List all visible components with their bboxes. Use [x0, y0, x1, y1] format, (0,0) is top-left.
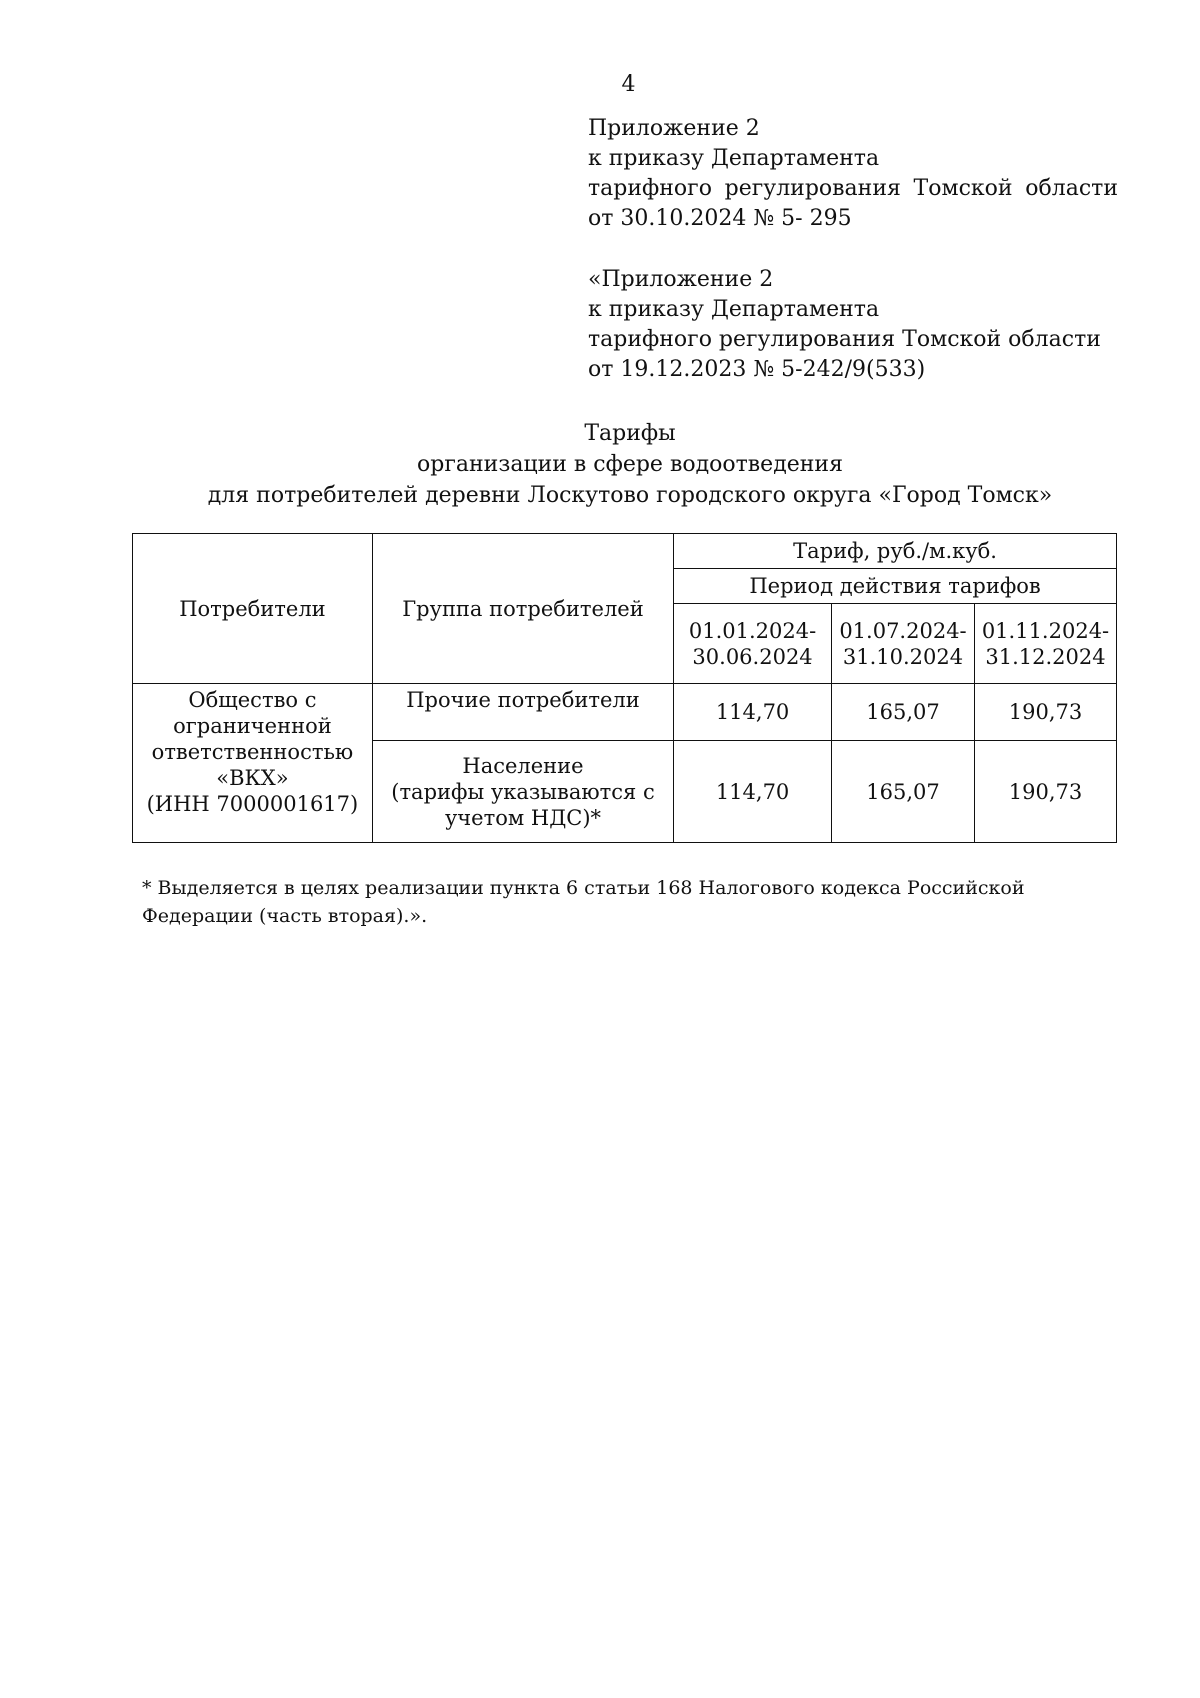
tariff-value: 190,73 — [974, 684, 1116, 741]
org-line: «ВКХ» — [216, 766, 289, 790]
tariff-table — [132, 533, 1117, 843]
appendix-line: к приказу Департамента — [588, 146, 880, 171]
period-start: 01.07.2024- — [839, 618, 967, 643]
consumer-group-cell: Прочие потребители — [372, 684, 673, 741]
org-line: ответственностью — [151, 740, 354, 764]
tariff-value: 165,07 — [832, 684, 975, 741]
organization-cell — [133, 684, 373, 843]
title-line: организации в сфере водоотведения — [417, 452, 843, 477]
period-start: 01.01.2024- — [688, 618, 817, 643]
period-end: 31.10.2024 — [842, 644, 964, 669]
appendix-line: к приказу Департамента — [588, 297, 880, 322]
appendix-header-current — [588, 114, 1118, 234]
appendix-line: тарифного регулирования Томской области — [588, 327, 1101, 352]
group-line: Население — [462, 753, 584, 778]
header-tariff: Тариф, руб./м.куб. — [674, 534, 1117, 569]
consumer-group-cell — [372, 741, 673, 843]
period-start: 01.11.2024- — [981, 618, 1110, 643]
tariff-value: 114,70 — [674, 741, 832, 843]
period-end: 30.06.2024 — [692, 644, 813, 669]
org-line: (ИНН 7000001617) — [146, 792, 359, 816]
header-period-3 — [974, 604, 1116, 684]
tariff-value: 165,07 — [832, 741, 975, 843]
page-number: 4 — [621, 72, 636, 97]
group-line: (тарифы указываются с — [391, 779, 655, 804]
header-consumers: Потребители — [133, 534, 373, 684]
tariff-value: 114,70 — [674, 684, 832, 741]
table-row — [133, 684, 1117, 741]
group-line: учетом НДС)* — [444, 805, 602, 830]
org-line: Общество с — [188, 688, 317, 712]
title-line: для потребителей деревни Лоскутово городского округа «Город Томск» — [207, 483, 1053, 508]
org-line: ограниченной — [173, 714, 332, 738]
appendix-line: от 30.10.2024 № 5- 295 — [588, 206, 852, 231]
appendix-line: Приложение 2 — [588, 116, 760, 141]
document-title — [0, 418, 1200, 511]
header-consumer-group: Группа потребителей — [372, 534, 673, 684]
header-period: Период действия тарифов — [674, 569, 1117, 604]
appendix-line: тарифного регулирования Томской области — [588, 176, 1118, 201]
appendix-header-original — [588, 265, 1118, 385]
appendix-line: от 19.12.2023 № 5-242/9(533) — [588, 357, 926, 382]
period-end: 31.12.2024 — [985, 644, 1106, 669]
title-line: Тарифы — [584, 421, 676, 446]
tariff-value: 190,73 — [974, 741, 1116, 843]
header-period-2 — [832, 604, 975, 684]
footnote: * Выделяется в целях реализации пункта 6 статьи 168 Налогового кодекса Российской Федерации (часть вторая).». — [142, 877, 1025, 927]
appendix-line: «Приложение 2 — [588, 267, 774, 292]
header-period-1 — [674, 604, 832, 684]
